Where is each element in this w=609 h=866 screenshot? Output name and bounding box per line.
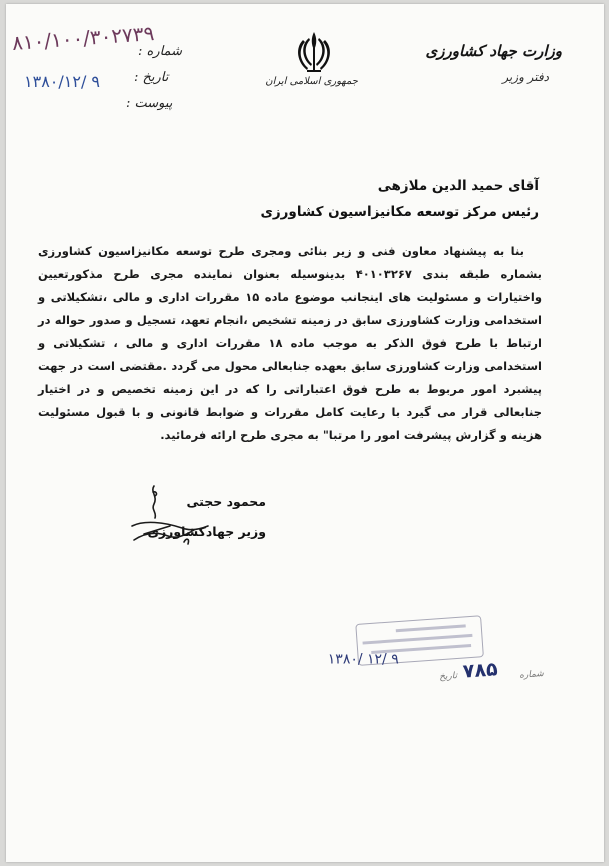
letter-number: ۸۱۰/۱۰۰/۳۰۲۷۳۹ [11,21,156,55]
ministry-name: وزارت جهاد کشاورزی [425,42,562,60]
letter-date: ۱۳۸۰/۱۲/ ۹ [24,72,101,91]
handwritten-signature [124,482,214,550]
addressee-name: آقای حمید الدین ملازهی [377,178,539,194]
signer-name: محمود حجتی [186,494,266,509]
number-label: شماره : [138,44,182,59]
stamp-date: ۱۳۸۰/ ۱۲/ ۹ [327,651,399,668]
iran-emblem-icon [289,30,339,74]
attachment-label: پیوست : [126,96,173,111]
addressee-title: رئیس مرکز توسعه مکانیزاسیون کشاورزی [260,204,539,220]
republic-caption: جمهوری اسلامی ایران [265,76,358,87]
date-label: تاریخ : [134,70,169,85]
letter-body [38,240,542,447]
letter-page [6,4,604,862]
stamp-number-label: شماره [518,669,545,681]
signer-title: وزیر جهادکشاورزی [147,524,266,539]
body-paragraph: بنا به پیشنهاد معاون فنی و زیر بنائی ومجری طرح توسعه مکانیزاسیون کشاورزی بشماره طبقه بندی ۴۰۱۰۳۲۶۷ بدینوسیله بعنوان نماینده مجری طرح مذکورتعیین واختیارات و مسئولیت های اینجانب موضوع ماده ۱۵ مقررات اداری و مالی ،تشکیلاتی و استخدامی وزارت کشاورزی سابق در زمینه تشخیص ،انجام تعهد، تسجیل و صدور حواله در ارتباط با طرح فوق الذکر به موجب ماده ۱۸ مقررات اداری و مالی ، تشکیلاتی و استخدامی وزارت کشاورزی سابق بعهده جنابعالی محول می گردد .مقتضی است در جهت پیشبرد امور مربوط به طرح فوق اعتباراتی را که در این زمینه تخصیص و در اختیار جنابعالی قرار می گیرد با رعایت کامل مقررات و ضوابط قانونی و با قبول مسئولیت هزینه و گزارش پیشرفت امور را مرتبا" به مجری طرح ارائه فرمائید. [38,244,543,442]
stamp-date-label: تاریخ [438,671,458,683]
stamp-number: ۷۸۵ [462,658,499,683]
office-name: دفتر وزیر [502,70,549,84]
received-stamp [325,608,561,712]
